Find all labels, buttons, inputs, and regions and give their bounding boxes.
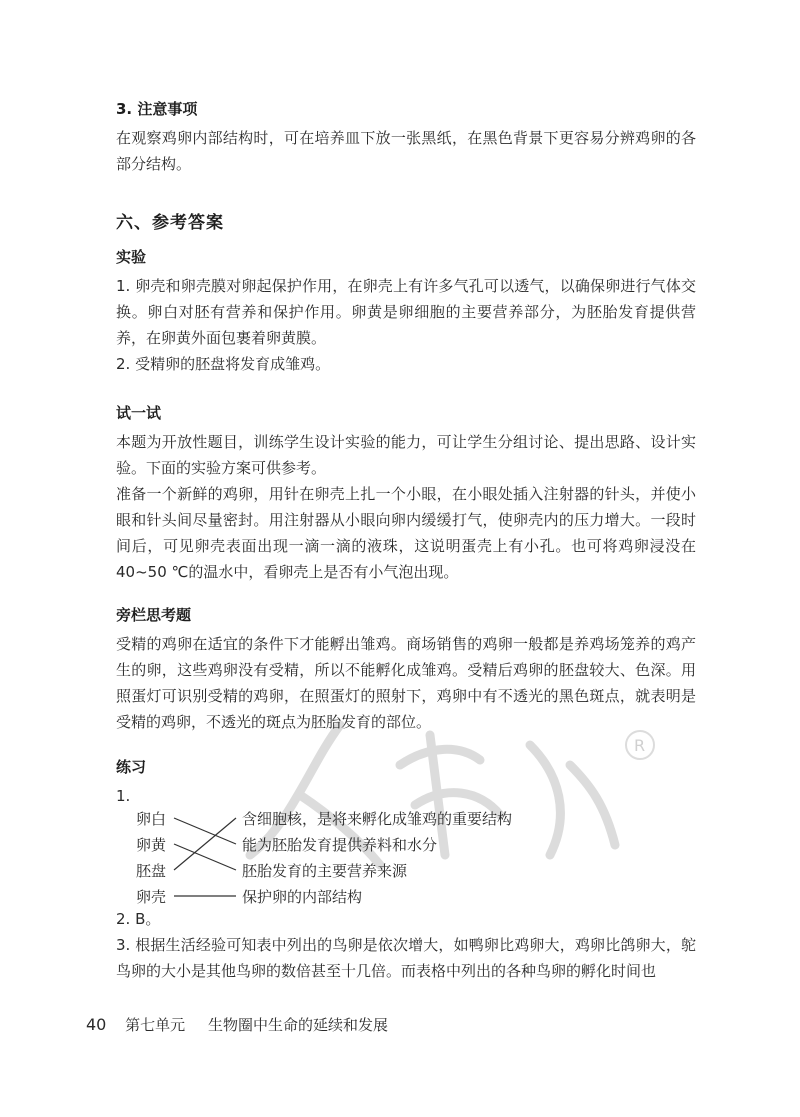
matching-diagram (136, 808, 556, 908)
exercise-q2: 2. B。 (116, 910, 161, 928)
exercise-section (116, 756, 696, 809)
exercise-q2-q3 (116, 906, 696, 984)
notes-heading: 3. 注意事项 (116, 100, 198, 118)
experiment-section (116, 246, 696, 377)
left-item-egg-white: 卵白 (136, 810, 167, 828)
try-it-paragraph-1: 本题为开放性题目，训练学生设计实验的能力，可让学生分组讨论、提出思路、设计实验。下面的实验方案可供参考。 (116, 433, 696, 477)
try-it-heading: 试一试 (116, 404, 162, 422)
experiment-answer-1: 1. 卵壳和卵壳膜对卵起保护作用，在卵壳上有许多气孔可以透气，以确保卵进行气体交换。卵白对胚有营养和保护作用。卵黄是卵细胞的主要营养部分，为胚胎发育提供营养，在卵黄外面包裹着卵黄膜。 (116, 277, 696, 347)
exercise-q1-number: 1. (116, 787, 131, 805)
sidebar-question-answer: 受精的鸡卵在适宜的条件下才能孵出雏鸡。商场销售的鸡卵一般都是养鸡场笼养的鸡产生的卵，这些鸡卵没有受精，所以不能孵化成雏鸡。受精后鸡卵的胚盘较大、色深。用照蛋灯可识别受精的鸡卵，在照蛋灯的照射下，鸡卵中有不透光的黑色斑点，就表明是受精的鸡卵，不透光的斑点为胚胎发育的部位。 (116, 635, 696, 731)
line-egg-white-to-water (174, 818, 236, 844)
page-footer (86, 1014, 388, 1035)
right-item-nutrition: 胚胎发育的主要营养来源 (242, 862, 408, 880)
left-item-yolk: 卵黄 (136, 836, 167, 854)
exercise-q3: 3. 根据生活经验可知表中列出的鸟卵是依次增大，如鸭卵比鸡卵大，鸡卵比鸽卵大，鸵鸟卵的大小是其他鸟卵的数倍甚至十几倍。而表格中列出的各种鸟卵的孵化时间也 (116, 936, 696, 980)
right-item-protect: 保护卵的内部结构 (242, 888, 363, 906)
page-number: 40 (86, 1015, 107, 1034)
notes-text: 在观察鸡卵内部结构时，可在培养皿下放一张黑纸，在黑色背景下更容易分辨鸡卵的各部分结构。 (116, 129, 696, 173)
line-yolk-to-nutrition (174, 844, 236, 870)
right-item-nucleus: 含细胞核，是将来孵化成雏鸡的重要结构 (242, 810, 513, 828)
sidebar-question-heading: 旁栏思考题 (116, 606, 192, 624)
try-it-paragraph-2: 准备一个新鲜的鸡卵，用针在卵壳上扎一个小眼，在小眼处插入注射器的针头，并使小眼和针头间尽量密封。用注射器从小眼向卵内缓缓打气，使卵壳内的压力增大。一段时间后，可见卵壳表面出现一滴一滴的液珠，这说明蛋壳上有小孔。也可将鸡卵浸没在40~50 ℃的温水中，看卵壳上是否有小气泡出现。 (116, 485, 696, 581)
exercise-heading: 练习 (116, 758, 147, 776)
right-item-water: 能为胚胎发育提供养料和水分 (242, 836, 438, 854)
try-it-section (116, 402, 696, 585)
notes-section (116, 98, 696, 177)
footer-title: 生物圈中生命的延续和发展 (207, 1016, 388, 1034)
left-item-germinal-disc: 胚盘 (136, 862, 167, 880)
footer-unit: 第七单元 (125, 1016, 186, 1034)
sidebar-question-section (116, 604, 696, 735)
svg-text:R: R (634, 736, 646, 755)
line-disc-to-nucleus (174, 818, 236, 870)
experiment-heading: 实验 (116, 248, 147, 266)
left-item-shell: 卵壳 (136, 888, 167, 906)
answers-heading: 六、参考答案 (116, 213, 224, 233)
experiment-answer-2: 2. 受精卵的胚盘将发育成雏鸡。 (116, 355, 331, 373)
